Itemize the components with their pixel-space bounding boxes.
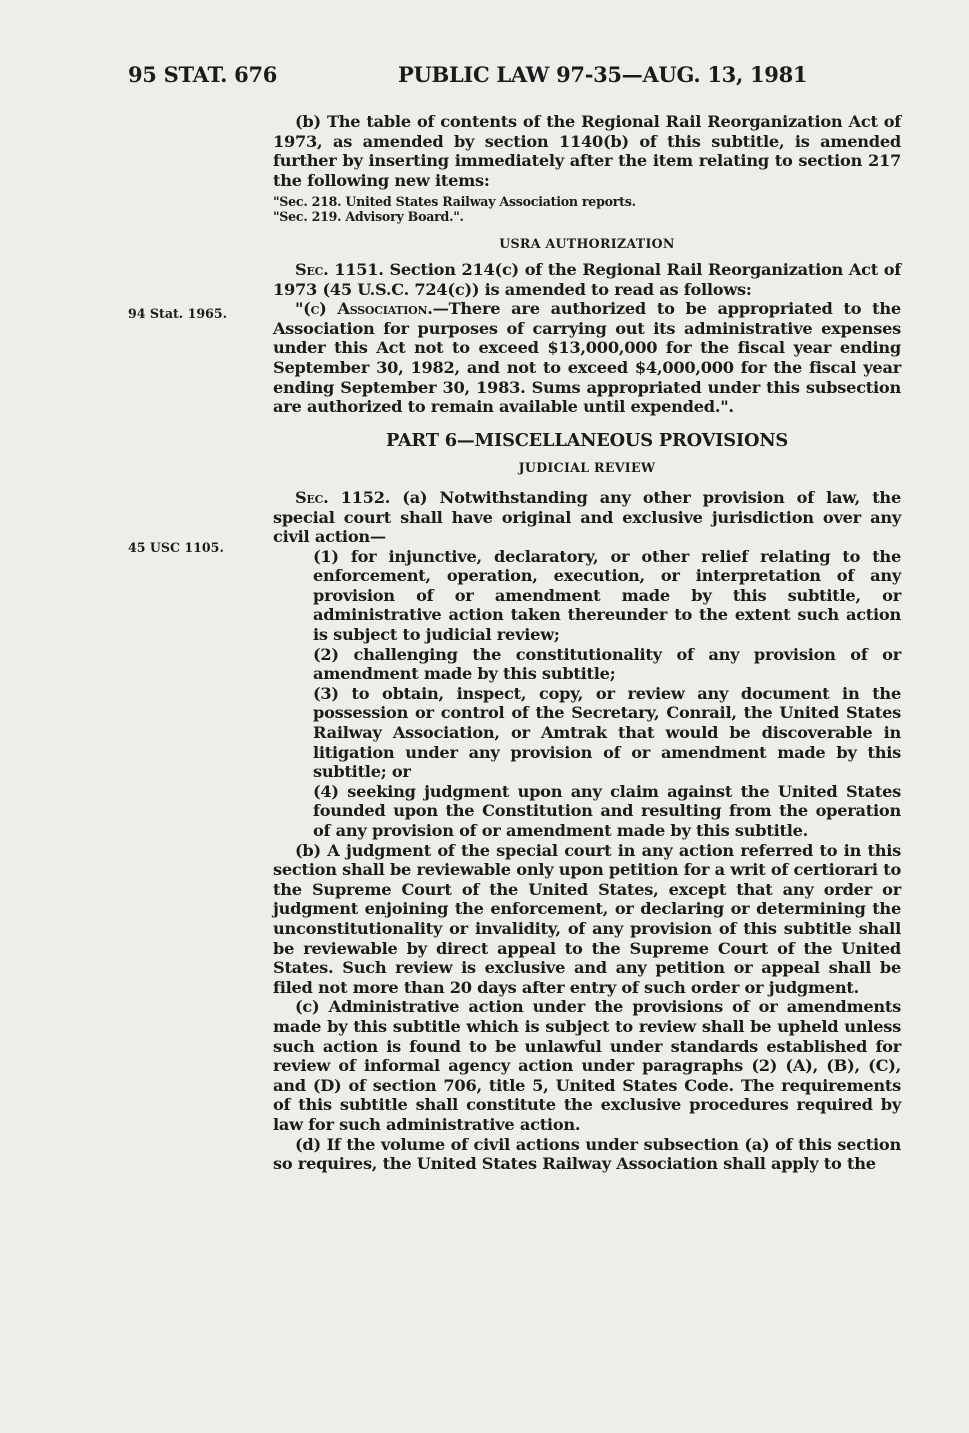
association-paragraph xyxy=(273,299,901,417)
list-item: (3) to obtain, inspect, copy, or review any document in the possession or control of the Secretary, Conrail, the United States Railway Association, or Amtrak that would be discoverable in litigation under any provision of or amendment made by this subtitle; or xyxy=(313,683,901,782)
section-1152 xyxy=(273,488,901,547)
paragraph-b: (b) A judgment of the special court in any action referred to in this section shall be reviewable only upon petition for a writ of certiorari to the Supreme Court of the United States, except that any order or judgment enjoining the enforcement, or declaring or determining the unconstitutionality or invalidity, of any provision of this subtitle shall be reviewable by direct appeal to the Supreme Court of the United States. Such review is exclusive and any petition or appeal shall be filed not more than 20 days after entry of such order or judgment. xyxy=(273,840,901,997)
paragraph-c: (c) Administrative action under the provisions of or amendments made by this subtitle which is subject to review shall be upheld unless such action is found to be unlawful under standards established for review of informal agency action under paragraphs (2) (A), (B), (C), and (D) of section 706, title 5, United States Code. The requirements of this subtitle shall constitute the exclusive procedures required by law for such administrative action. xyxy=(273,997,901,1134)
judicial-review-heading: JUDICIAL REVIEW xyxy=(518,460,656,476)
usra-heading: USRA AUTHORIZATION xyxy=(499,236,675,252)
margin-note-stat: 94 Stat. 1965. xyxy=(128,306,228,321)
toc-item: "Sec. 219. Advisory Board.". xyxy=(273,209,464,225)
section-1151 xyxy=(273,260,901,299)
stat-page-number: 95 STAT. 676 xyxy=(128,62,278,87)
list-item: (4) seeking judgment upon any claim against the United States founded upon the Constitution and resulting from the operation of any provision of or amendment made by this subtitle. xyxy=(313,781,901,840)
list-item: (2) challenging the constitutionality of any provision of or amendment made by this subtitle; xyxy=(313,644,901,684)
toc-items xyxy=(273,194,901,224)
intro-paragraph: (b) The table of contents of the Regional Rail Reorganization Act of 1973, as amended by section 1140(b) of this subtitle, is amended further by inserting immediately after the item relating to section 217 the following new items: xyxy=(273,112,901,190)
section-1152-text: 1152. (a) Notwithstanding any other provision of law, the special court shall have original and exclusive jurisdiction over any civil action— xyxy=(273,487,901,547)
list-item: (1) for injunctive, declaratory, or other relief relating to the enforcement, operation, execution, or interpretation of any provision of or amendment made by this subtitle, or administrative action taken thereunder to the extent such action is subject to judicial review; xyxy=(313,546,901,645)
section-label: Sec. xyxy=(295,259,329,279)
margin-note-usc: 45 USC 1105. xyxy=(128,540,224,555)
toc-item: "Sec. 218. United States Railway Association reports. xyxy=(273,194,636,210)
body-text xyxy=(273,112,901,1174)
law-title-header: PUBLIC LAW 97-35—AUG. 13, 1981 xyxy=(398,62,808,87)
paragraph-d: (d) If the volume of civil actions under subsection (a) of this section so requires, the United States Railway Association shall apply to the xyxy=(273,1134,901,1174)
association-label: "(c) Association. xyxy=(295,299,433,319)
part-title: PART 6—MISCELLANEOUS PROVISIONS xyxy=(385,429,789,451)
section-1151-text: 1151. Section 214(c) of the Regional Rail Reorganization Act of 1973 (45 U.S.C. 724(c)) is amended to read as follows: xyxy=(273,259,901,299)
section-label: Sec. xyxy=(295,487,329,507)
association-text: —There are authorized to be appropriated to the Association for purposes of carrying out its administrative expenses under this Act not to exceed $13,000,000 for the fiscal year ending September 30, 1982, and not to exceed $4,000,000 for the fiscal year ending September 30, 1983. Sums appropriated under this subsection are authorized to remain available until expended.". xyxy=(273,299,901,417)
